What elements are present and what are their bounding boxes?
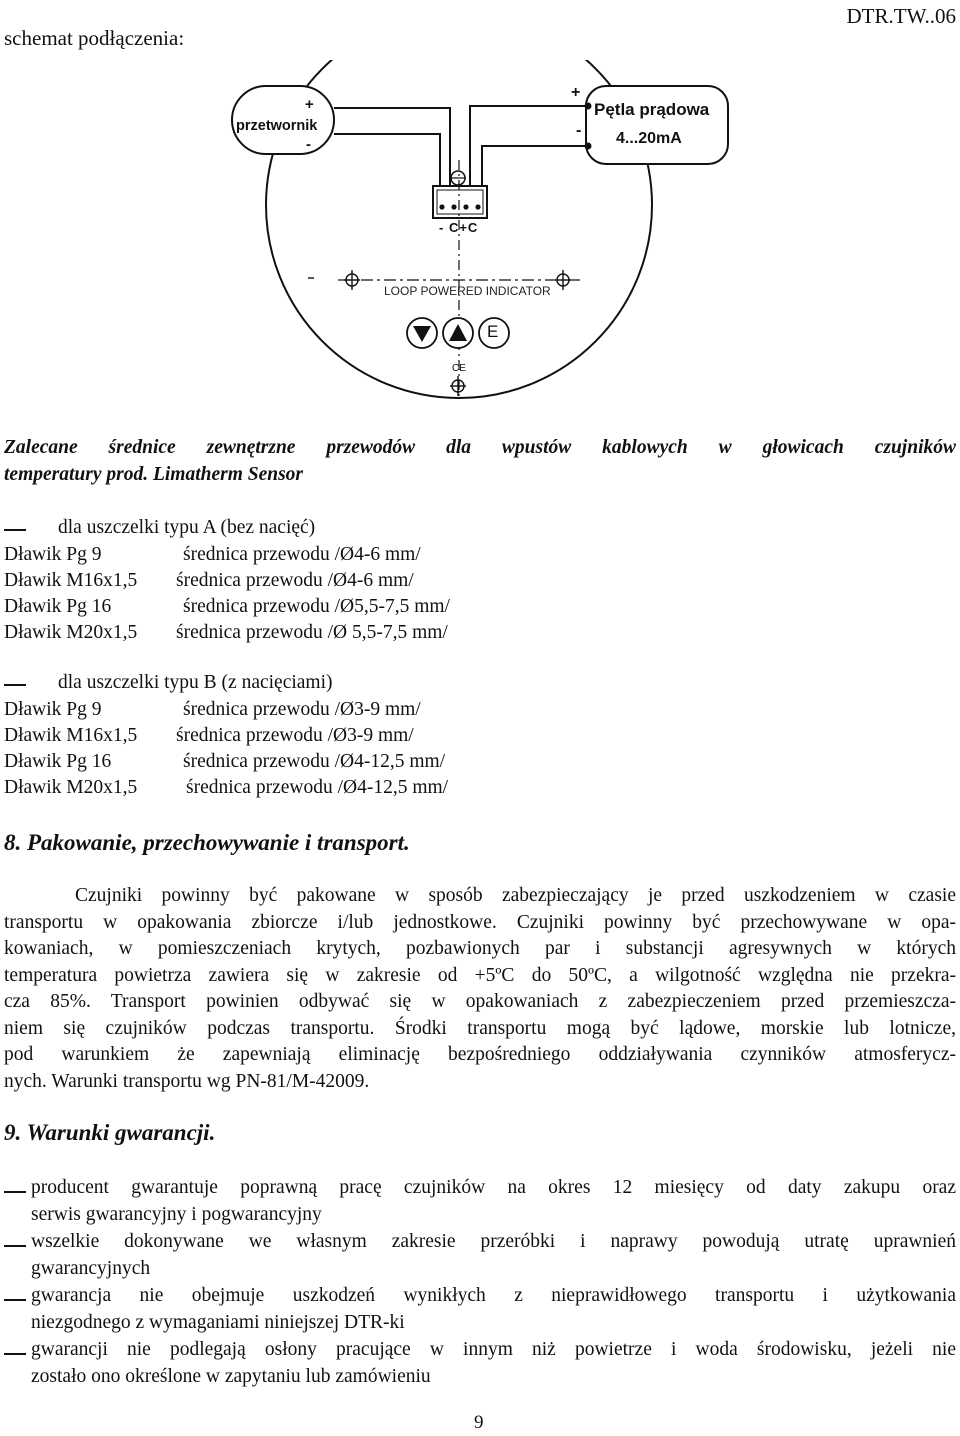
section-8-paragraph xyxy=(4,883,956,1095)
group-a-spec-4: średnica przewodu /Ø 5,5-7,5 mm/ xyxy=(176,622,448,643)
page-number: 9 xyxy=(474,1412,484,1433)
up-button-icon xyxy=(443,318,473,348)
header-left: schemat podłączenia: xyxy=(4,26,185,50)
loop-title: Pętla prądowa xyxy=(594,100,710,119)
warranty-item-line2: gwarancyjnych xyxy=(31,1258,151,1279)
terminal-labels: - C+C xyxy=(439,220,479,235)
warranty-item-line1: wszelkie dokonywane we własnym zakresie przeróbki i naprawy powodują utratę uprawnień xyxy=(31,1231,956,1252)
group-b-spec-3: średnica przewodu /Ø4-12,5 mm/ xyxy=(183,751,446,772)
warranty-item-1 xyxy=(31,1177,956,1199)
wire-plus-transmitter xyxy=(334,108,450,192)
group-b-gland-1: Dławik Pg 9 xyxy=(4,699,102,720)
paragraph-line: niem się czujników podczas transportu. Środki transportu mogą być lądowe, morskie lub lotnicze, xyxy=(4,1017,956,1039)
warranty-item-line1: gwarancji nie podlegają osłony pracujące w innym niż powietrze i woda środowisku, jeżeli nie xyxy=(31,1339,956,1360)
transmitter-minus: - xyxy=(306,136,311,153)
group-b-gland-2: Dławik M16x1,5 xyxy=(4,725,138,746)
loop-plus: + xyxy=(571,84,581,101)
warranty-item-line1: gwarancja nie obejmuje uszkodzeń wynikłych z nieprawidłowego transportu i użytkowania xyxy=(31,1285,956,1306)
warranty-item-line2: zostało ono określone w zapytaniu lub zamówieniu xyxy=(31,1366,431,1387)
dash-bullet xyxy=(4,1191,26,1193)
transmitter-label: przetwornik xyxy=(236,118,318,134)
warranty-item-3 xyxy=(31,1285,956,1307)
dash-bullet xyxy=(4,1353,26,1355)
warranty-item-line2: niezgodnego z wymaganiami niniejszej DTR-ki xyxy=(31,1312,405,1333)
recommend-intro-line1: Zalecane średnice zewnętrzne przewodów dla wpustów kablowych w głowicach czujników xyxy=(4,437,956,458)
group-a-title: dla uszczelki typu A (bez nacięć) xyxy=(58,517,316,538)
group-a-gland-3: Dławik Pg 16 xyxy=(4,596,112,617)
e-button-label: E xyxy=(487,322,499,341)
wire-minus-loop xyxy=(482,146,588,192)
section-8-heading: 8. Pakowanie, przechowywanie i transport. xyxy=(4,830,410,855)
current-loop-box xyxy=(586,86,728,164)
warranty-item-line1: producent gwarantuje poprawną pracę czujników na okres 12 miesięcy od daty zakupu oraz xyxy=(31,1177,956,1198)
dash-bullet xyxy=(4,684,26,686)
dash-bullet xyxy=(4,529,26,531)
header-right: DTR.TW..06 xyxy=(846,4,956,28)
warranty-item-line2: serwis gwarancyjny i pogwarancyjny xyxy=(31,1204,322,1225)
group-b-title: dla uszczelki typu B (z nacięciami) xyxy=(58,672,333,693)
group-b-spec-4: średnica przewodu /Ø4-12,5 mm/ xyxy=(186,777,449,798)
group-a-gland-2: Dławik M16x1,5 xyxy=(4,570,138,591)
paragraph-line: cza 85%. Transport powinien odbywać się w opakowaniach z zabezpieczeniem przed przemieszcza- xyxy=(4,991,956,1012)
mount-hole-right-icon xyxy=(555,270,571,290)
paragraph-line: temperatura powietrza zawiera się w zakresie od +5ºC do 50ºC, a wilgotność względna nie przekra- xyxy=(4,964,956,986)
group-a-spec-3: średnica przewodu /Ø5,5-7,5 mm/ xyxy=(183,596,450,617)
warranty-item-4 xyxy=(31,1339,956,1361)
paragraph-line: Czujniki powinny być pakowane w sposób zabezpieczający je przed uszkodzeniem w czasie xyxy=(75,885,956,906)
indicator-label: LOOP POWERED INDICATOR xyxy=(384,284,551,298)
terminal-block xyxy=(433,186,487,218)
dash-bullet xyxy=(4,1245,26,1247)
wire-minus-transmitter xyxy=(334,134,440,192)
ce-mark: CE xyxy=(452,363,466,374)
paragraph-line: pod warunkiem że zapewniają eliminację bezpośredniego oddziaływania czynników atmosferycz- xyxy=(4,1044,956,1065)
wiring-diagram xyxy=(0,60,960,420)
group-b-gland-3: Dławik Pg 16 xyxy=(4,751,112,772)
group-a-spec-2: średnica przewodu /Ø4-6 mm/ xyxy=(176,570,414,591)
paragraph-line: nych. Warunki transportu wg PN-81/M-42009. xyxy=(4,1070,370,1092)
mount-hole-bottom-icon xyxy=(450,376,466,396)
loop-range: 4...20mA xyxy=(616,130,682,147)
loop-minus: - xyxy=(576,122,582,139)
group-b-spec-1: średnica przewodu /Ø3-9 mm/ xyxy=(183,699,421,720)
down-button-icon xyxy=(407,318,437,348)
wire-plus-loop xyxy=(470,106,588,192)
group-a-gland-4: Dławik M20x1,5 xyxy=(4,622,138,643)
paragraph-line: kowaniach, w pomieszczeniach krytych, pozbawionych par i substancji agresywnych w których xyxy=(4,938,956,959)
group-a-gland-1: Dławik Pg 9 xyxy=(4,544,102,565)
group-b-spec-2: średnica przewodu /Ø3-9 mm/ xyxy=(176,725,414,746)
group-a-spec-1: średnica przewodu /Ø4-6 mm/ xyxy=(183,544,421,565)
dash-bullet xyxy=(4,1299,26,1301)
paragraph-line: transportu w opakowania zbiorcze i/lub jednostkowe. Czujniki powinny być przechowywane w opa- xyxy=(4,911,956,933)
transmitter-plus: + xyxy=(305,96,314,113)
warranty-item-2 xyxy=(31,1231,956,1253)
group-b-gland-4: Dławik M20x1,5 xyxy=(4,777,138,798)
mount-hole-left-icon xyxy=(344,270,360,290)
recommend-intro-line2: temperatury prod. Limatherm Sensor xyxy=(4,464,304,485)
section-9-heading: 9. Warunki gwarancji. xyxy=(4,1120,216,1145)
